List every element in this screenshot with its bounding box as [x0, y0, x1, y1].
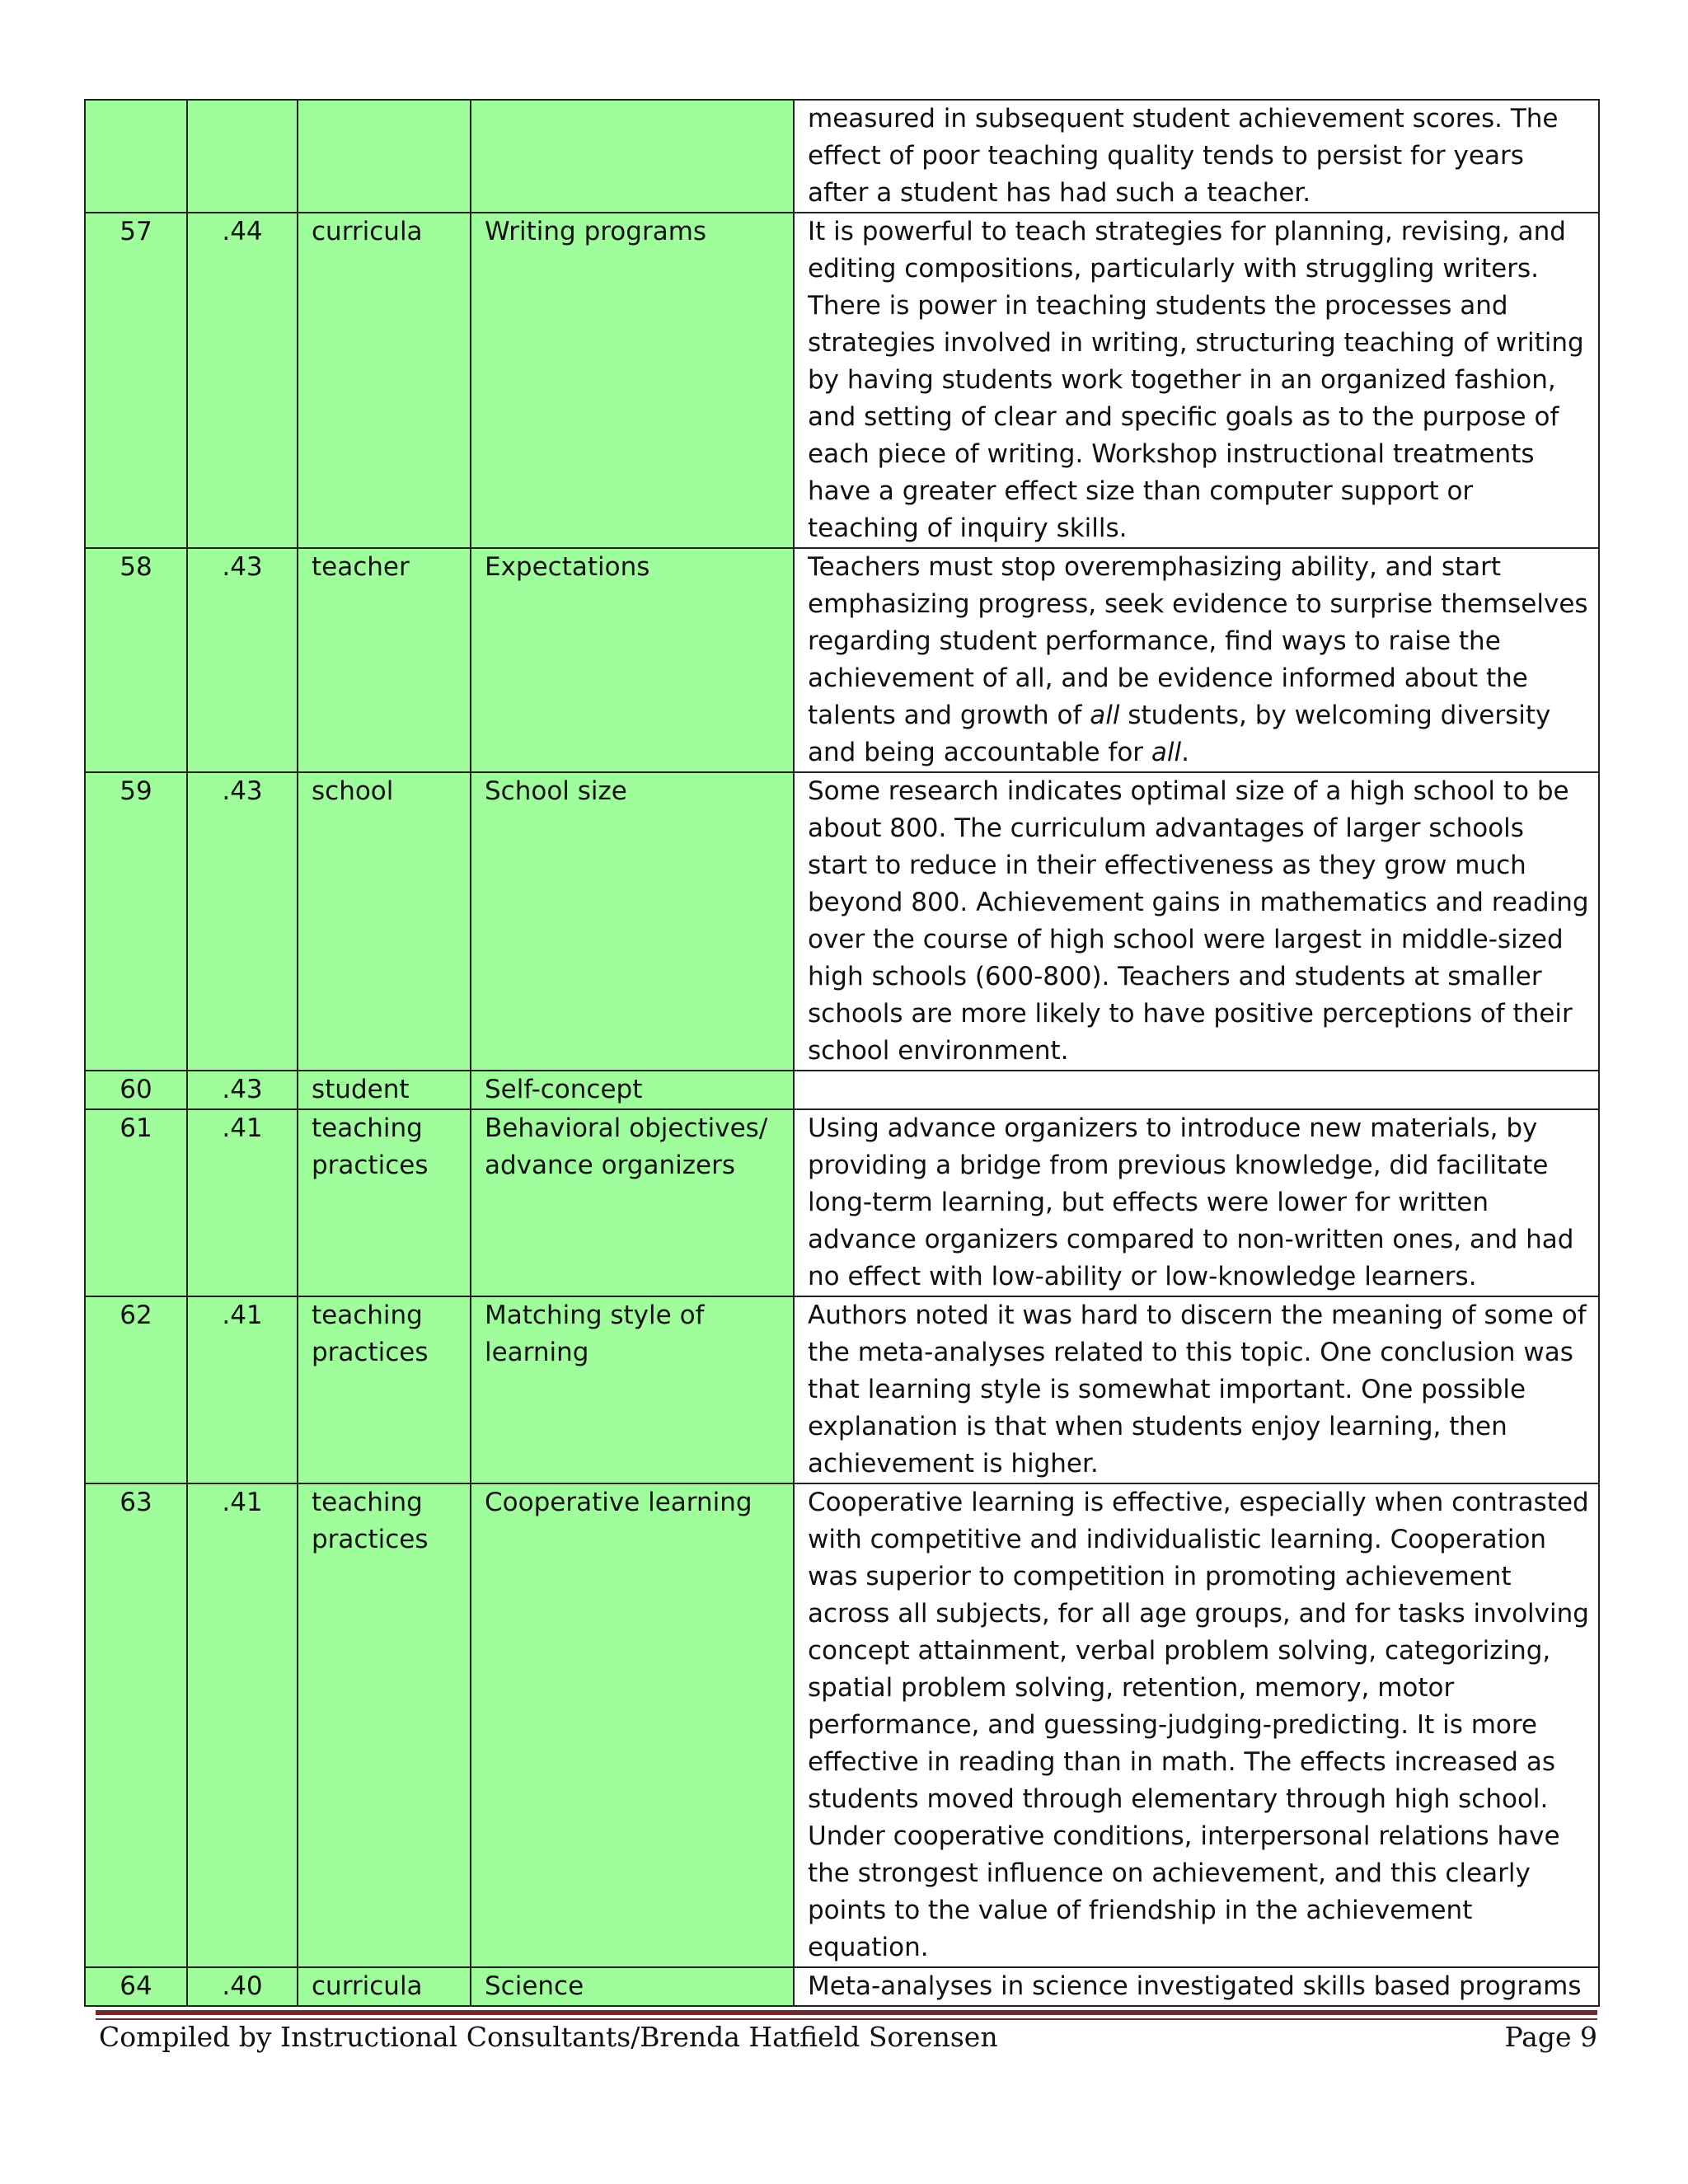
footer-credit: Compiled by Instructional Consultants/Brenda Hatfield Sorensen — [99, 2021, 998, 2053]
rank-cell: 61 — [85, 1109, 187, 1296]
description-cell: Cooperative learning is effective, especially when contrasted with competitive and individualistic learning. Cooperation was superior to competition in promoting achievement across all subjects, for all age groups, and for tasks involving concept attainment, verbal problem solving, categorizing, spatial problem solving, retention, memory, motor performance, and guessing-judging-predicting. It is more effective in reading than in math. The effects increased as students moved through elementary through high school. Under cooperative conditions, interpersonal relations have the strongest influence on achievement, and this clearly points to the value of friendship in the achievement equation. — [794, 1483, 1599, 1967]
influence-cell: Writing programs — [471, 213, 794, 548]
table-row — [85, 213, 1599, 548]
domain-cell: curricula — [298, 213, 471, 548]
domain-cell: curricula — [298, 1967, 471, 2006]
effect-size-cell: .40 — [187, 1967, 298, 2006]
domain-cell — [298, 100, 471, 213]
description-cell: measured in subsequent student achievement scores. The effect of poor teaching quality tends to persist for years after a student has had such a teacher. — [794, 100, 1599, 213]
description-cell: Using advance organizers to introduce new materials, by providing a bridge from previous knowledge, did facilitate long-term learning, but effects were lower for written advance organizers compared to non-written ones, and had no effect with low-ability or low-knowledge learners. — [794, 1109, 1599, 1296]
table-row — [85, 1967, 1599, 2006]
rank-cell: 64 — [85, 1967, 187, 2006]
description-cell — [794, 548, 1599, 772]
description-text: students, by welcoming diversity and being accountable for — [808, 701, 1551, 767]
table-row — [85, 1071, 1599, 1109]
rank-cell — [85, 100, 187, 213]
footer-divider — [96, 2010, 1597, 2015]
footer-divider-thin — [96, 2018, 1597, 2020]
rank-cell: 58 — [85, 548, 187, 772]
effect-size-cell: .43 — [187, 1071, 298, 1109]
influence-cell: Cooperative learning — [471, 1483, 794, 1967]
rank-cell: 60 — [85, 1071, 187, 1109]
description-cell — [794, 1071, 1599, 1109]
table-row — [85, 548, 1599, 772]
influence-cell — [471, 100, 794, 213]
influence-cell: Expectations — [471, 548, 794, 772]
description-cell: It is powerful to teach strategies for planning, revising, and editing compositions, particularly with struggling writers. There is power in teaching students the processes and strategies involved in writing, structuring teaching of writing by having students work together in an organized fashion, and setting of clear and specific goals as to the purpose of each piece of writing. Workshop instructional treatments have a greater effect size than computer support or teaching of inquiry skills. — [794, 213, 1599, 548]
rank-cell: 63 — [85, 1483, 187, 1967]
table-row — [85, 772, 1599, 1071]
description-cell: Authors noted it was hard to discern the meaning of some of the meta-analyses related to this topic. One conclusion was that learning style is somewhat important. One possible explanation is that when students enjoy learning, then achievement is higher. — [794, 1296, 1599, 1483]
table-row — [85, 1483, 1599, 1967]
emphasis-text: all — [1090, 701, 1120, 730]
rank-cell: 57 — [85, 213, 187, 548]
effect-size-cell: .44 — [187, 213, 298, 548]
influence-cell: Self-concept — [471, 1071, 794, 1109]
influence-cell: Behavioral objectives/ advance organizers — [471, 1109, 794, 1296]
effect-size-cell — [187, 100, 298, 213]
rank-cell: 59 — [85, 772, 187, 1071]
table-row — [85, 1296, 1599, 1483]
emphasis-text: all — [1151, 738, 1182, 767]
page-number: Page 9 — [1504, 2021, 1597, 2053]
table-row — [85, 100, 1599, 213]
domain-cell: teaching practices — [298, 1483, 471, 1967]
description-text: . — [1181, 738, 1190, 767]
effect-size-cell: .43 — [187, 548, 298, 772]
influence-cell: Matching style of learning — [471, 1296, 794, 1483]
table-row — [85, 1109, 1599, 1296]
effect-size-cell: .43 — [187, 772, 298, 1071]
description-cell: Some research indicates optimal size of a high school to be about 800. The curriculum advantages of larger schools start to reduce in their effectiveness as they grow much beyond 800. Achievement gains in mathematics and reading over the course of high school were largest in middle-sized high schools (600-800). Teachers and students at smaller schools are more likely to have positive perceptions of their school environment. — [794, 772, 1599, 1071]
description-cell: Meta-analyses in science investigated skills based programs — [794, 1967, 1599, 2006]
domain-cell: school — [298, 772, 471, 1071]
domain-cell: student — [298, 1071, 471, 1109]
description-text: Teachers must stop overemphasizing ability, and start emphasizing progress, seek evidence to surprise themselves regarding student performance, find ways to raise the achievement of all, and be evidence informed about the talents and growth of — [808, 552, 1588, 730]
influence-cell: School size — [471, 772, 794, 1071]
influence-cell: Science — [471, 1967, 794, 2006]
rank-cell: 62 — [85, 1296, 187, 1483]
effect-size-cell: .41 — [187, 1483, 298, 1967]
domain-cell: teaching practices — [298, 1296, 471, 1483]
influences-table — [84, 99, 1600, 2007]
effect-size-cell: .41 — [187, 1296, 298, 1483]
domain-cell: teacher — [298, 548, 471, 772]
effect-size-cell: .41 — [187, 1109, 298, 1296]
domain-cell: teaching practices — [298, 1109, 471, 1296]
